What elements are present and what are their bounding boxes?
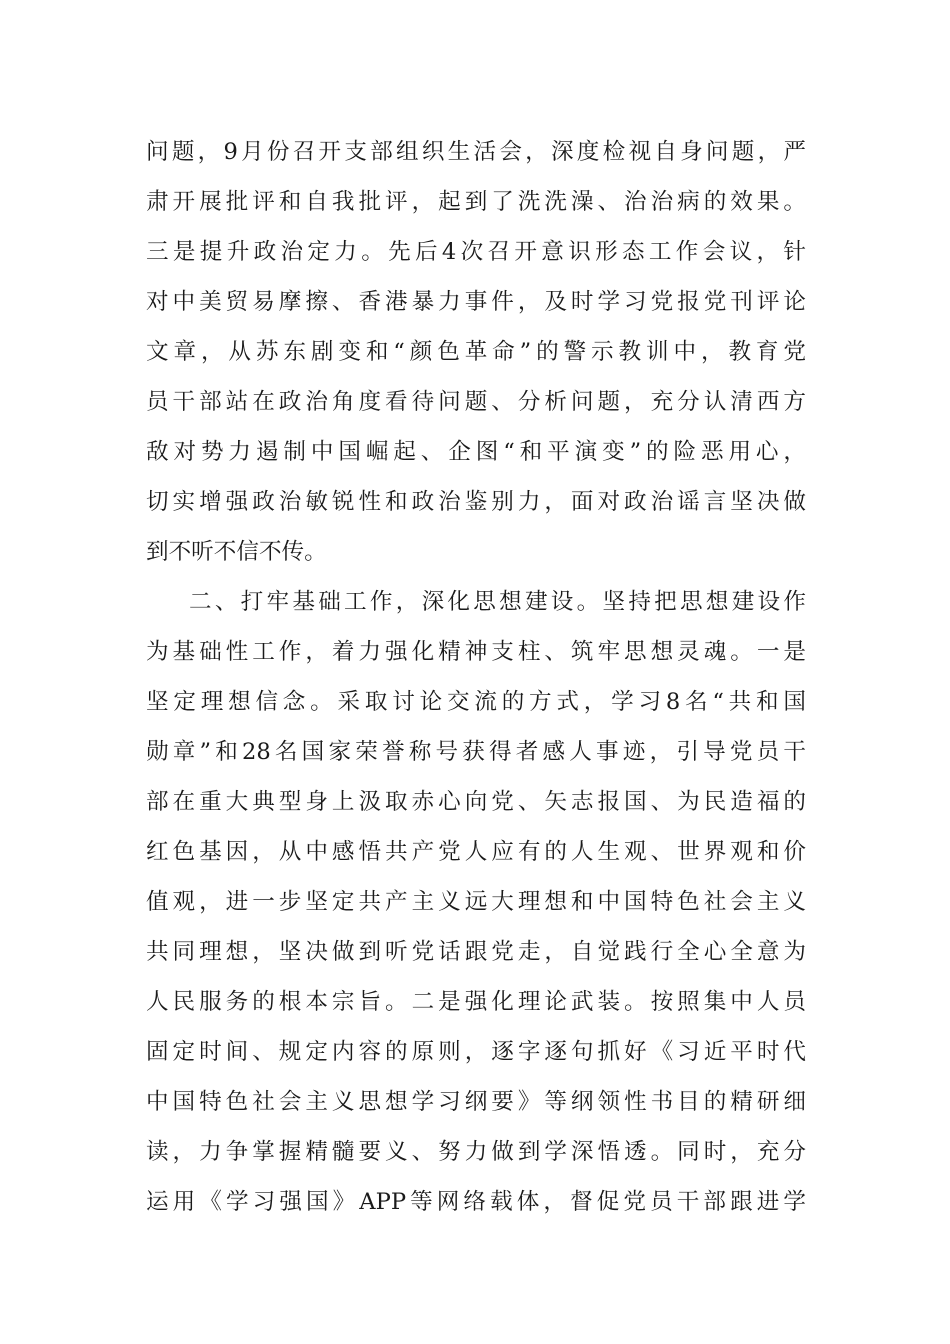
text-line-1: 问题，9月份召开支部组织生活会，深度检视自身问题，严	[146, 139, 806, 165]
text-line-13: 勋章”和28名国家荣誉称号获得者感人事迹，引导党员干	[146, 739, 806, 765]
text-line-6: 员干部站在政治角度看待问题、分析问题，充分认清西方	[146, 389, 806, 415]
text-line-5: 文章，从苏东剧变和“颜色革命”的警示教训中，教育党	[146, 339, 806, 365]
text-line-12: 坚定理想信念。采取讨论交流的方式，学习8名“共和国	[146, 689, 806, 715]
text-line-19: 固定时间、规定内容的原则，逐字逐句抓好《习近平时代	[146, 1039, 806, 1065]
text-line-3: 三是提升政治定力。先后4次召开意识形态工作会议，针	[146, 239, 806, 265]
text-line-11: 为基础性工作，着力强化精神支柱、筑牢思想灵魂。一是	[146, 639, 806, 665]
text-line-18: 人民服务的根本宗旨。二是强化理论武装。按照集中人员	[146, 989, 806, 1015]
text-line-17: 共同理想，坚决做到听党话跟党走，自觉践行全心全意为	[146, 939, 806, 965]
text-line-9: 到不听不信不传。	[146, 539, 327, 565]
text-line-22: 运用《学习强国》APP等网络载体，督促党员干部跟进学	[146, 1189, 806, 1215]
text-line-16: 值观，进一步坚定共产主义远大理想和中国特色社会主义	[146, 889, 806, 915]
text-line-8: 切实增强政治敏锐性和政治鉴别力，面对政治谣言坚决做	[146, 489, 806, 515]
text-line-20: 中国特色社会主义思想学习纲要》等纲领性书目的精研细	[146, 1089, 806, 1115]
text-line-10: 二、打牢基础工作，深化思想建设。坚持把思想建设作	[189, 589, 806, 615]
text-line-15: 红色基因，从中感悟共产党人应有的人生观、世界观和价	[146, 839, 806, 865]
text-line-2: 肃开展批评和自我批评，起到了洗洗澡、治治病的效果。	[146, 189, 806, 215]
text-line-4: 对中美贸易摩擦、香港暴力事件，及时学习党报党刊评论	[146, 289, 806, 315]
text-line-14: 部在重大典型身上汲取赤心向党、矢志报国、为民造福的	[146, 789, 806, 815]
text-line-21: 读，力争掌握精髓要义、努力做到学深悟透。同时，充分	[146, 1139, 806, 1165]
text-line-7: 敌对势力遏制中国崛起、企图“和平演变”的险恶用心，	[146, 439, 806, 465]
